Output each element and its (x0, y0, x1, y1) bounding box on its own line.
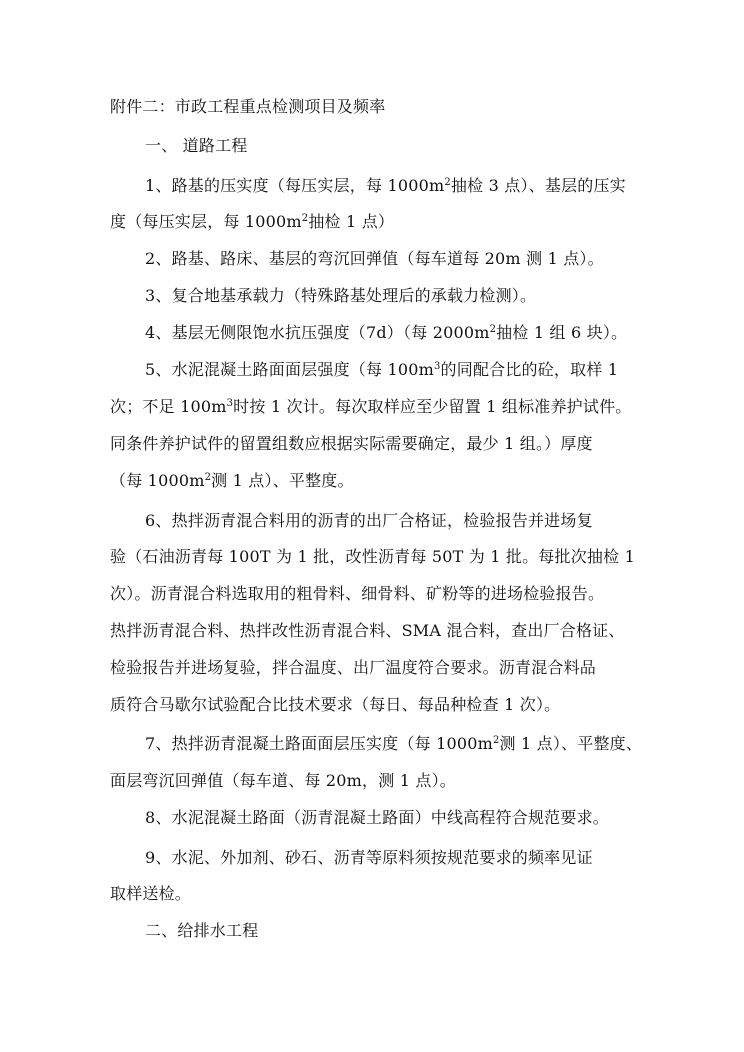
item-5-text-a: 5、水泥混凝土路面面层强度（每 100m (145, 360, 434, 379)
section-heading-water: 二、给排水工程 (145, 921, 259, 940)
item-5-line-3: 同条件养护试件的留置组数应根据实际需要确定，最少 1 组。）厚度 (110, 434, 593, 453)
superscript: 2 (301, 213, 309, 224)
item-6-line-4: 热拌沥青混合料、热拌改性沥青混合料、SMA 混合料，查出厂合格证、 (110, 621, 625, 640)
item-3: 3、复合地基承载力（特殊路基处理后的承载力检测）。 (145, 286, 537, 305)
item-7-text-a: 7、热拌沥青混凝土路面面层压实度（每 1000m (145, 734, 493, 753)
item-9-line-1: 9、水泥、外加剂、砂石、沥青等原料须按规范要求的频率见证 (145, 848, 593, 867)
superscript: 3 (433, 361, 441, 372)
item-6-line-6: 质符合马歇尔试验配合比技术要求（每日、每品种检查 1 次）。 (110, 695, 561, 714)
item-6-line-1: 6、热拌沥青混合料用的沥青的出厂合格证，检验报告并进场复 (145, 511, 593, 530)
item-5-text-d: 次；不足 100m (110, 397, 227, 416)
item-5-line-4 (110, 471, 354, 491)
item-5-line-2 (110, 397, 631, 417)
superscript: 2 (444, 177, 451, 188)
item-5-text-f: （每 1000m (110, 471, 205, 490)
section-heading-road: 一、 道路工程 (145, 136, 248, 155)
item-7-text-c: 测 1 点）、平整度、 (499, 734, 643, 753)
superscript: 2 (489, 324, 497, 335)
document-title: 附件二：市政工程重点检测项目及频率 (110, 97, 386, 116)
item-4-text-a: 4、基层无侧限饱水抗压强度（7d）（每 2000m (145, 323, 490, 342)
item-1-text-c: 抽检 3 点）、基层的压实 (450, 176, 626, 195)
item-8: 8、水泥混凝土路面（沥青混凝土路面）中线高程符合规范要求。 (145, 808, 609, 827)
item-7-line-2: 面层弯沉回弹值（每车道、每 20m，测 1 点）。 (110, 771, 456, 790)
item-1-text-e: 抽检 1 点） (308, 212, 395, 231)
item-1-text-d: 度（每压实层，每 1000m (110, 212, 302, 231)
superscript: 2 (492, 735, 500, 746)
item-1-line-1 (145, 176, 626, 196)
item-1-text-a: 1、路基的压实度（每压实层，每 1000m (145, 176, 445, 195)
item-5-text-g: 测 1 点）、平整度。 (211, 471, 354, 490)
item-1-line-2 (110, 212, 394, 232)
item-6-line-3: 次）。沥青混合料选取用的粗骨料、细骨料、矿粉等的进场检验报告。 (110, 584, 605, 603)
item-6-line-2: 验（石油沥青每 100T 为 1 批，改性沥青每 50T 为 1 批。每批次抽检 1 (110, 547, 635, 566)
item-5-text-e: 时按 1 次计。每次取样应至少留置 1 组标准养护试件。 (233, 397, 632, 416)
item-2: 2、路基、路床、基层的弯沉回弹值（每车道每 20m 测 1 点）。 (145, 249, 604, 268)
item-4-text-c: 抽检 1 组 6 块）。 (496, 323, 628, 342)
item-4 (145, 323, 627, 343)
item-5-text-c: 的同配合比的砼，取样 1 (440, 360, 619, 379)
superscript: 2 (204, 472, 212, 483)
item-5-line-1 (145, 360, 618, 380)
item-6-line-5: 检验报告并进场复验，拌合温度、出厂温度符合要求。沥青混合料品 (110, 658, 597, 677)
item-7-line-1 (145, 734, 642, 754)
superscript: 3 (226, 398, 234, 409)
item-9-line-2: 取样送检。 (110, 884, 192, 903)
